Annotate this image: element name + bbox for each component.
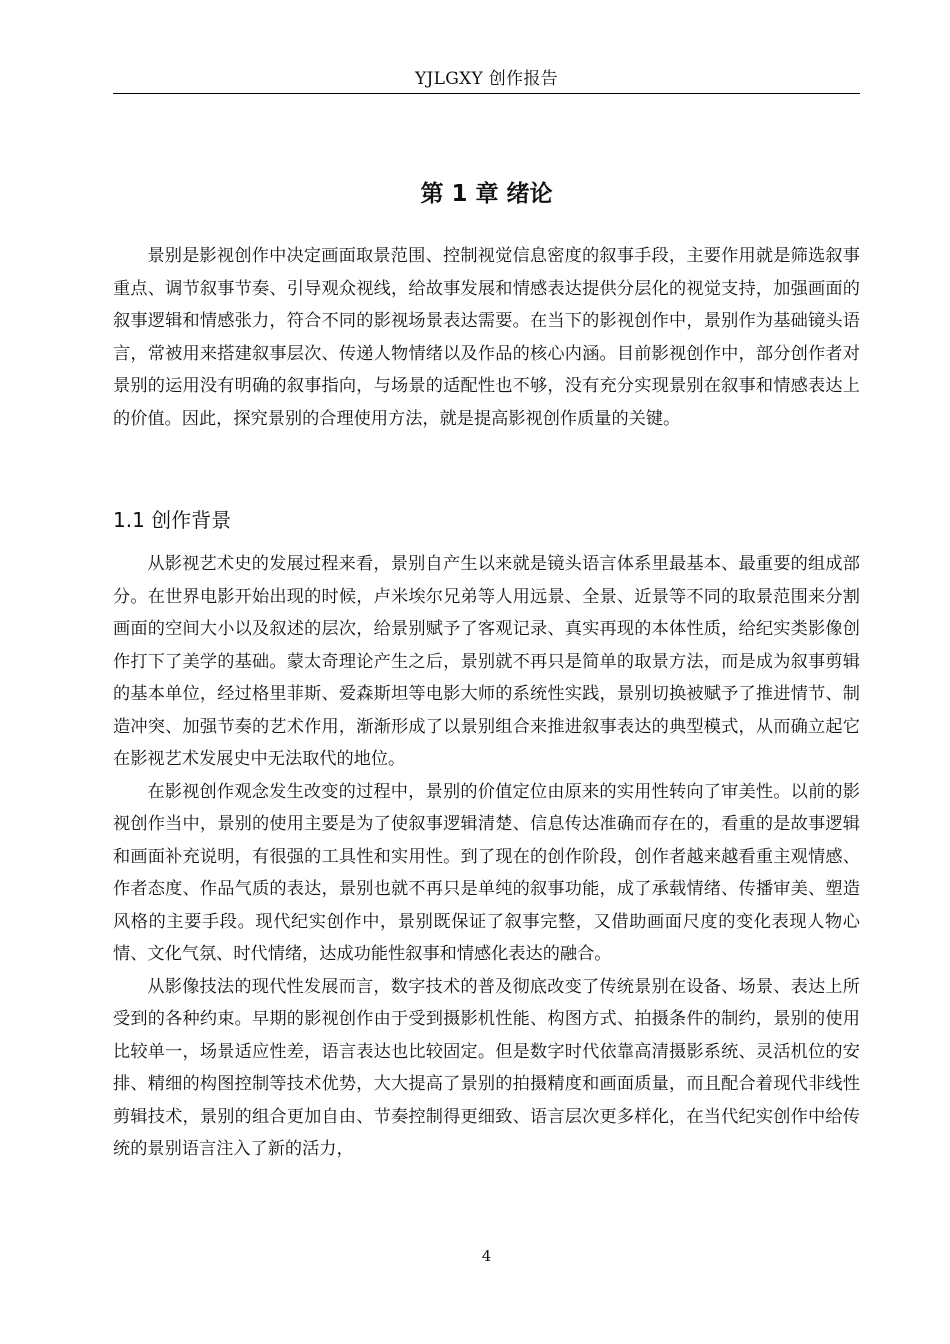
header-divider — [113, 93, 860, 94]
body-paragraph-3: 从影像技法的现代性发展而言，数字技术的普及彻底改变了传统景别在设备、场景、表达上所受到的各种约束。早期的影视创作由于受到摄影机性能、构图方式、拍摄条件的制约，景别的使用比较单一，场景适应性差，语言表达也比较固定。但是数字时代依靠高清摄影系统、灵活机位的安排、精细的构图控制等技术优势，大大提高了景别的拍摄精度和画面质量，而且配合着现代非线性剪辑技术，景别的组合更加自由、节奏控制得更细致、语言层次更多样化，在当代纪实创作中给传统的景别语言注入了新的活力， — [113, 976, 860, 1159]
intro-paragraph: 景别是影视创作中决定画面取景范围、控制视觉信息密度的叙事手段，主要作用就是筛选叙事重点、调节叙事节奏、引导观众视线，给故事发展和情感表达提供分层化的视觉支持，加强画面的叙事逻辑和情感张力，符合不同的影视场景表达需要。在当下的影视创作中，景别作为基础镜头语言，常被用来搭建叙事层次、传递人物情绪以及作品的核心内涵。目前影视创作中，部分创作者对景别的运用没有明确的叙事指向，与场景的适配性也不够，没有充分实现景别在叙事和情感表达上的价值。因此，探究景别的合理使用方法，就是提高影视创作质量的关键。 — [113, 246, 860, 429]
body-paragraph-2: 在影视创作观念发生改变的过程中，景别的价值定位由原来的实用性转向了审美性。以前的影视创作当中，景别的使用主要是为了使叙事逻辑清楚、信息传达准确而存在的，看重的是故事逻辑和画面补充说明，有很强的工具性和实用性。到了现在的创作阶段，创作者越来越看重主观情感、作者态度、作品气质的表达，景别也就不再只是单纯的叙事功能，成了承载情绪、传播审美、塑造风格的主要手段。现代纪实创作中，景别既保证了叙事完整，又借助画面尺度的变化表现人物心情、文化气氛、时代情绪，达成功能性叙事和情感化表达的融合。 — [113, 781, 860, 964]
chapter-title: 第 1 章 绪论 — [420, 181, 553, 207]
running-header: YJLGXY 创作报告 — [415, 69, 558, 89]
section-title: 1.1 创作背景 — [113, 508, 232, 532]
page-number: 4 — [481, 1247, 492, 1265]
body-paragraph-1: 从影视艺术史的发展过程来看，景别自产生以来就是镜头语言体系里最基本、最重要的组成部分。在世界电影开始出现的时候，卢米埃尔兄弟等人用远景、全景、近景等不同的取景范围来分割画面的空间大小以及叙述的层次，给景别赋予了客观记录、真实再现的本体性质，给纪实类影像创作打下了美学的基础。蒙太奇理论产生之后，景别就不再只是简单的取景方法，而是成为叙事剪辑的基本单位，经过格里菲斯、爱森斯坦等电影大师的系统性实践，景别切换被赋予了推进情节、制造冲突、加强节奏的艺术作用，渐渐形成了以景别组合来推进叙事表达的典型模式，从而确立起它在影视艺术发展史中无法取代的地位。 — [113, 554, 860, 769]
chapter-intro — [113, 240, 860, 435]
section-body — [113, 548, 860, 1166]
